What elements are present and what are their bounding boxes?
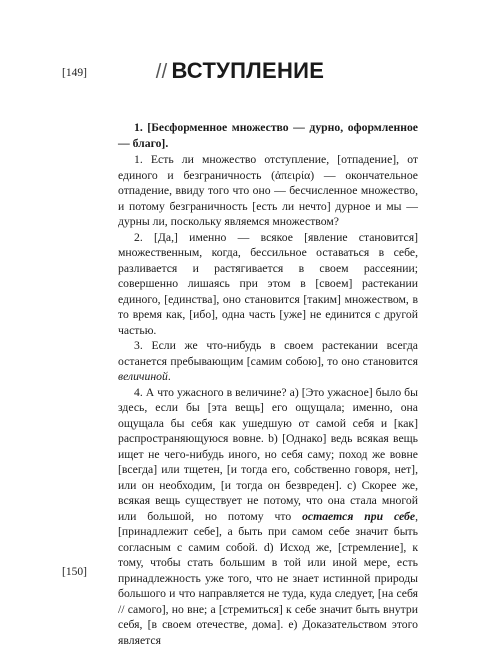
paragraph-2: 2. [Да,] именно — всякое [явление становится] множественным, когда, бессильное оставаться в себе, разливается и растягивается в своем рассеянии; совершенно лишаясь при этом в [своем] растекании единого, [единства], оно становится [таким] множеством, в то время как, [ибо], одна часть [уже] не единится с другой частью. <box>118 230 418 337</box>
paragraph-4 <box>118 385 418 649</box>
title-slashes: // <box>155 61 168 83</box>
paragraph-4-post: , [принадлежит себе], а быть при самом себе значит быть согласным с самим собой. d) Исход же, [стремление], к тому, чтобы стать большим в той или иной мере, есть принадлежность уже того, что не знает истинной природы большого и что направляется не туда, куда следует, [на себя // самого], но вне; а [стремиться] к себе значит быть внутри себя, [в своем отечестве, дома]. e) Доказательством этого является <box>118 509 418 647</box>
paragraph-3-emphasis: величиной <box>118 370 168 383</box>
paragraph-1: 1. Есть ли множество отступление, [отпадение], от единого и безграничность (ἀπειρία) — окончательное отпадение, ввиду того что оно — бесчисленное множество, и потому безграничность [есть ли нечто] дурное и мы — дурны ли, поскольку являемся множеством? <box>118 153 418 228</box>
body-text <box>118 120 418 648</box>
paragraph-3-pre: 3. Если же что-нибудь в своем растекании всегда останется пребывающим [самим собою], то оно становится <box>118 339 418 368</box>
chapter-title <box>0 58 480 84</box>
paragraph-3 <box>118 338 418 385</box>
paragraph-4-emphasis: остается при себе <box>302 509 416 523</box>
page-number-margin: [150] <box>62 566 87 578</box>
section-heading: 1. [Бесформенное множество — дурно, оформленное — благо]. <box>118 121 418 150</box>
title-text: ВСТУПЛЕНИЕ <box>171 58 325 83</box>
page-number-top: [149] <box>62 67 87 79</box>
paragraph-3-post: . <box>167 370 171 383</box>
paragraph-4-pre: 4. А что ужасного в величине? a) [Это ужасное] было бы здесь, если бы [эта вещь] его ощущала; именно, она ощущала бы себя как ушедшую от самой себя и [как] распространяющуюся вовне. b) [Однако] ведь всякая вещь ищет не чего-нибудь иного, но себя саму; поход же вовне [всегда] или тщетен, [и тогда его, собственно говоря, нет], или он необходим, [и тогда он безвреден]. c) Скорее же, всякая вещь существует не потому, что она стала многой или большой, но потому что <box>118 385 418 523</box>
